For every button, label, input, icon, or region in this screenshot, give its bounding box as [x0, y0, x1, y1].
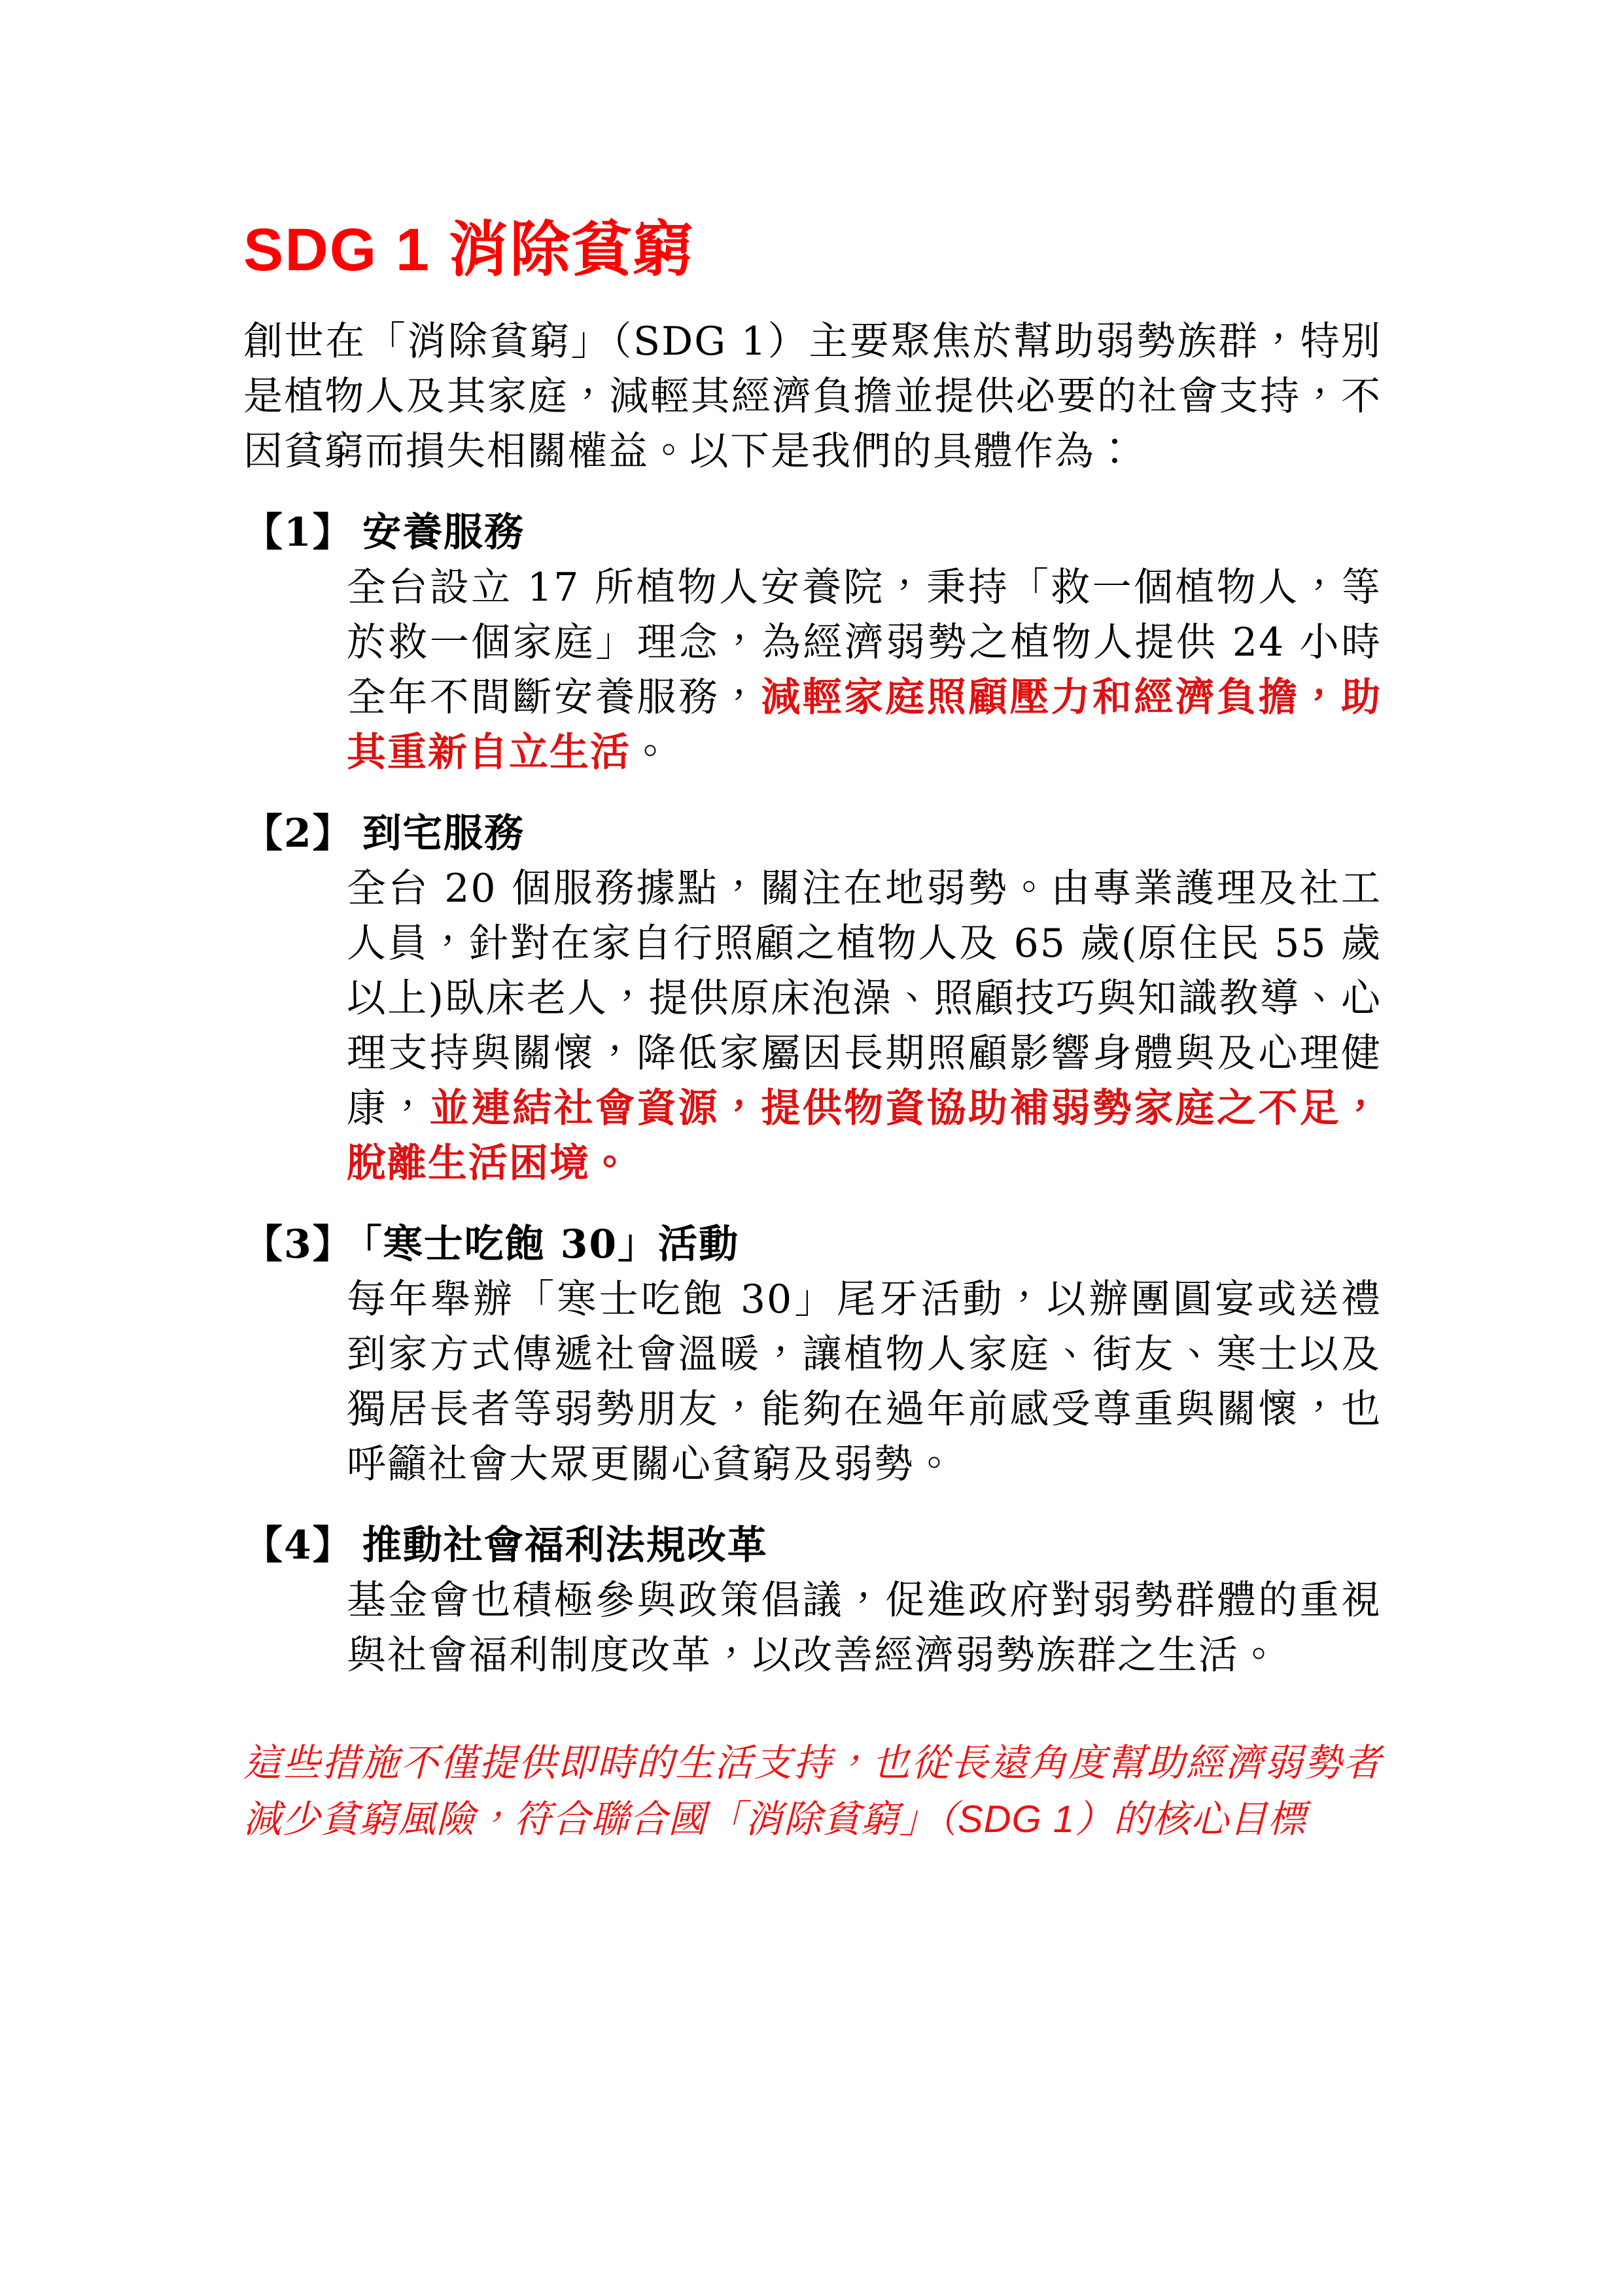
- section-1-heading: [243, 505, 1382, 560]
- section-1-emphasis: 減輕家庭照顧壓力和經濟負擔，助其重新自立生活: [347, 675, 1382, 775]
- section-2-number: 【2】: [243, 811, 353, 857]
- section-3-text: 每年舉辦「寒士吃飽 30」尾牙活動，以辦團圓宴或送禮到家方式傳遞社會溫暖，讓植物人家庭、街友、寒士以及獨居長者等弱勢朋友，能夠在過年前感受尊重與關懷，也呼籲社會大眾更關心貧窮及弱勢。: [347, 1277, 1382, 1487]
- section-4-text: 基金會也積極參與政策倡議，促進政府對弱勢群體的重視與社會福利制度改革，以改善經濟弱勢族群之生活。: [347, 1578, 1382, 1678]
- section-1-number: 【1】: [243, 510, 353, 556]
- section-1-text: 全台設立 17 所植物人安養院，秉持「救一個植物人，等於救一個家庭」理念，為經濟弱勢之植物人提供 24 小時全年不間斷安養服務，: [347, 565, 1382, 720]
- footer-note: 這些措施不僅提供即時的生活支持，也從長遠角度幫助經濟弱勢者減少貧窮風險，符合聯合國「消除貧窮」（SDG 1）的核心目標: [243, 1742, 1382, 1841]
- section-welfare-reform: [243, 1518, 1382, 1683]
- section-1-title: 安養服務: [362, 510, 525, 556]
- section-2-title: 到宅服務: [362, 811, 525, 857]
- section-nursing-care: [243, 505, 1382, 780]
- section-1-body: [347, 560, 1382, 780]
- section-3-body: [347, 1272, 1382, 1492]
- section-3-heading: [243, 1217, 1382, 1272]
- section-4-heading: [243, 1518, 1382, 1573]
- section-winter-feast: [243, 1217, 1382, 1492]
- section-2-body: [347, 861, 1382, 1191]
- section-4-body: [347, 1573, 1382, 1683]
- section-4-title: 推動社會福利法規改革: [362, 1523, 768, 1568]
- section-3-title: 「寒士吃飽 30」活動: [362, 1222, 740, 1267]
- section-2-heading: [243, 806, 1382, 861]
- section-3-number: 【3】: [243, 1222, 353, 1267]
- section-4-number: 【4】: [243, 1523, 353, 1568]
- section-2-emphasis: 並連結社會資源，提供物資協助補弱勢家庭之不足，脫離生活困境。: [347, 1086, 1382, 1186]
- section-2-text: 全台 20 個服務據點，關注在地弱勢。由專業護理及社工人員，針對在家自行照顧之植物人及 65 歲(原住民 55 歲以上)臥床老人，提供原床泡澡、照顧技巧與知識教導、心理支持與關懷，降低家屬因長期照顧影響身體與及心理健康，: [347, 866, 1382, 1131]
- intro-paragraph: 創世在「消除貧窮」（SDG 1）主要聚焦於幫助弱勢族群，特別是植物人及其家庭，減輕其經濟負擔並提供必要的社會支持，不因貧窮而損失相關權益。以下是我們的具體作為：: [243, 319, 1382, 474]
- section-1-text-end: 。: [631, 730, 671, 775]
- page-title: SDG 1 消除貧窮: [243, 217, 695, 283]
- section-home-service: [243, 806, 1382, 1191]
